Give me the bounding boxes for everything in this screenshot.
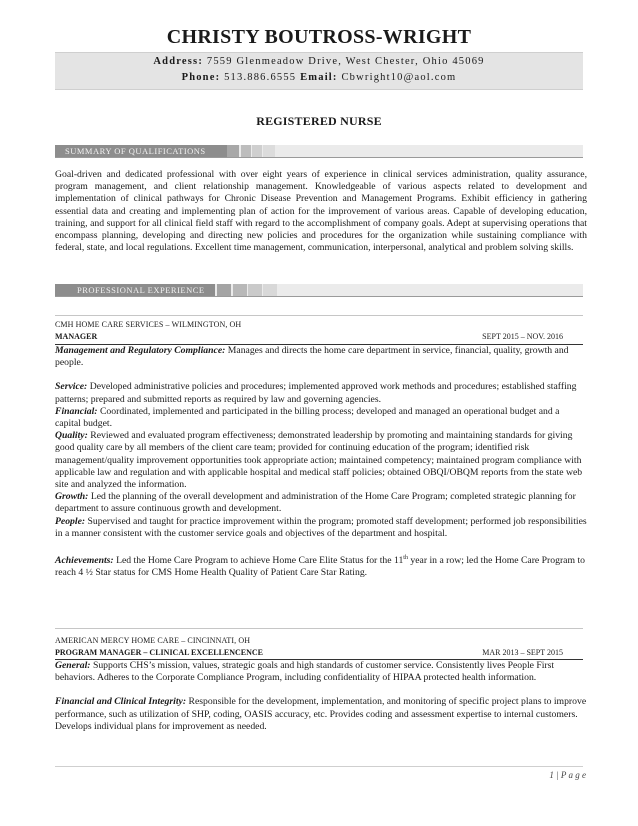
phone-label: Phone:: [181, 72, 221, 83]
job-1-item: Financial: Coordinated, implemented and participated in the billing process; developed and managed an operational budget and a capital budget.: [55, 405, 560, 430]
phone-value: 513.886.6555: [224, 72, 297, 83]
job-2-item: Financial and Clinical Integrity: Responsible for the development, implementation, and monitoring of specific project plans to improve performance, such as utilization of SHP, coding, OASIS accuracy, etc. Provides coding and assessment expertise to internal customers. Develops individual plans for improvement as needed.: [55, 696, 587, 732]
section-underline: [55, 296, 583, 297]
bar-block: [252, 145, 262, 157]
phone-email-line: [55, 72, 583, 83]
role-dates-2: MAR 2013 – SEPT 2015: [482, 648, 563, 657]
job-2-details: [55, 660, 587, 733]
bar-block: [263, 284, 277, 296]
footer-rule: [55, 766, 583, 767]
experience-heading: PROFESSIONAL EXPERIENCE: [77, 285, 205, 295]
bar-block: [233, 284, 247, 296]
job-divider: [55, 628, 583, 629]
role-title-1: MANAGER: [55, 332, 98, 341]
job-1-item: People: Supervised and taught for practice improvement within the program; promoted staff development; performed job responsibilities in a manner consistent with the customer service goals and objectives of the department and hospital.: [55, 515, 587, 539]
job-divider: [55, 315, 583, 316]
address-line: [55, 56, 583, 67]
section-underline: [55, 157, 583, 158]
page-footer: [549, 770, 586, 780]
bar-block: [241, 145, 251, 157]
contact-box: [55, 52, 583, 90]
address-value: 7559 Glenmeadow Drive, West Chester, Ohio 45069: [206, 56, 485, 67]
employer-2: AMERICAN MERCY HOME CARE – CINCINNATI, OH: [55, 636, 251, 645]
job-1-item: Service: Developed administrative policies and procedures; implemented approved work methods and procedures; established staffing patterns; prepared and submitted reports as required by law and governing agencies.: [55, 381, 577, 405]
summary-text: Goal-driven and dedicated professional with over eight years of experience in clinical services administration, quality assurance, program management, and client relationship management. Knowledgeable of various aspects related to development and implementation of clinical pathways for Chronic Disease Prevention and Management Programs. Exhibit efficiency in gathering essential data and creating and implementing plan of action for the improvement of various areas. Capable of developing education, training, and support for all clinical field staff with regard to the accomplishment of company goals. Adept at supervising operations that encompass planning, developing and directing new policies and procedures for the organization while sustaining compliance with federal, state, and local regulations. Excellent time management, communication, interpersonal, analytical and problem solving skills.: [55, 169, 587, 254]
job-1-item: Growth: Led the planning of the overall development and administration of the Home Care Program; completed strategic planning for department to assure continuous growth and development.: [55, 491, 576, 515]
job-2-item: General: Supports CHS’s mission, values, strategic goals and high standards of customer service. Consistently lives People First behaviors. Adheres to the Corporate Compliance Program, including confidentiality of HIPAA protected health information.: [55, 660, 555, 684]
job-1-details: [55, 345, 587, 580]
email-label: Email:: [300, 72, 338, 83]
email-value[interactable]: Cbwright10@aol.com: [341, 72, 457, 83]
experience-section-bar: [55, 284, 583, 296]
job-1-achievements: Achievements: Led the Home Care Program to achieve Home Care Elite Status for the 11th year in a row; led the Home Care Program to reach 4 ½ Star status for CMS Home Health Quality of Patient Care Star Rating.: [55, 555, 585, 579]
address-label: Address:: [153, 56, 204, 67]
role-row-1: [55, 332, 583, 344]
footer-separator: |: [556, 770, 559, 780]
page-word: P a g e: [560, 770, 586, 780]
candidate-name: CHRISTY BOUTROSS-WRIGHT: [166, 26, 472, 48]
bar-block: [263, 145, 275, 157]
role-dates-1: SEPT 2015 – NOV. 2016: [482, 332, 563, 341]
bar-block: [248, 284, 262, 296]
job-1-item: Quality: Reviewed and evaluated program effectiveness; demonstrated leadership by promoting and maintaining standards for giving good quality care by all members of the client care team; provided for continuing education of the program; identified risk management/quality improvement opportunities took appropriate action; maintained competency; maintained program compliance with applicable law and regulation and with applicable hospital and medical staff policies; obtained OBQI/OBQM reports from the state web site and analyzed the information.: [55, 430, 583, 491]
job-1-item: Management and Regulatory Compliance: Manages and directs the home care department in service, financial, quality, growth and people.: [55, 345, 569, 369]
summary-heading: SUMMARY OF QUALIFICATIONS: [65, 146, 206, 156]
summary-section-bar: [55, 145, 583, 157]
employer-1: CMH HOME CARE SERVICES – WILMINGTON, OH: [55, 320, 242, 329]
bar-block: [217, 284, 231, 296]
page-number: 1: [549, 770, 554, 780]
role-title-2: PROGRAM MANAGER – CLINICAL EXCELLENCENCE: [55, 648, 264, 657]
job-title: REGISTERED NURSE: [256, 114, 382, 128]
bar-block: [227, 145, 239, 157]
